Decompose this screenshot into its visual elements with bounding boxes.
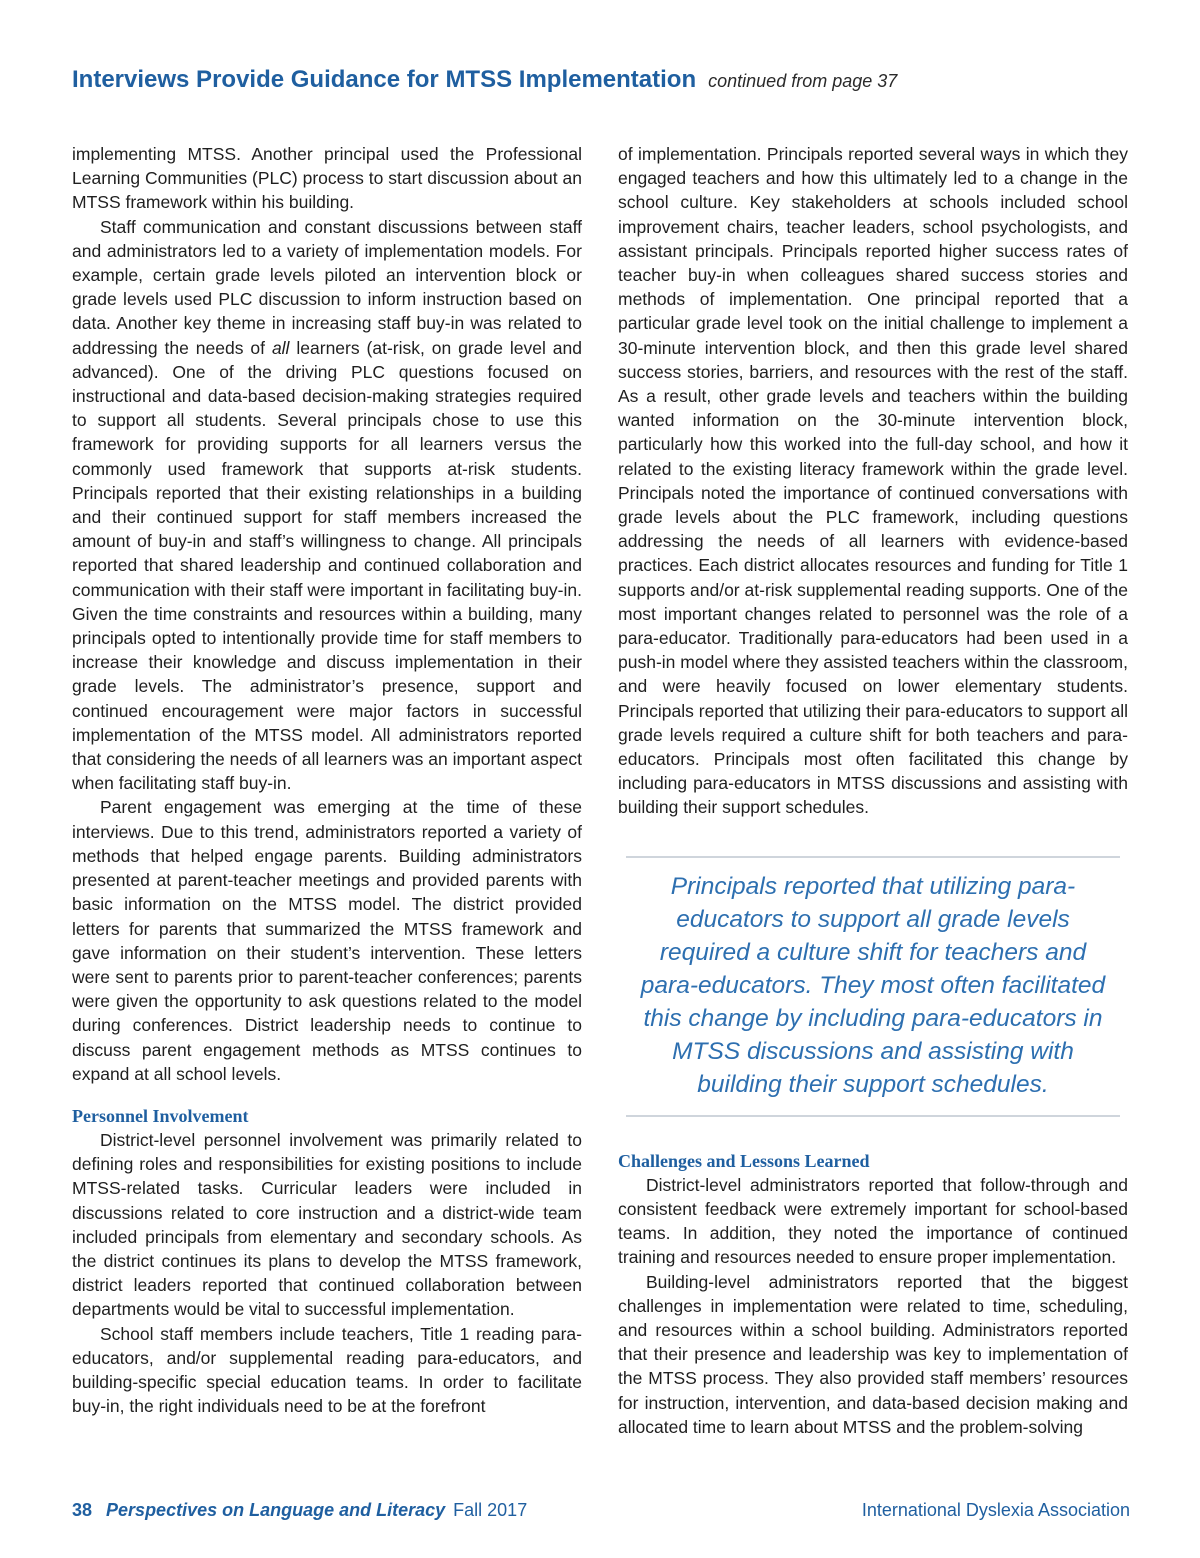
article-title: Interviews Provide Guidance for MTSS Implementation: [72, 66, 697, 93]
left-column: [72, 142, 582, 1418]
text-run: Staff communication and constant discussions between staff and administrators led to a variety of implementation models. For example, certain grade levels piloted an intervention block or grade levels used PLC discussion to inform instruction based on data. Another key theme in increasing staff buy-in was related to addressing the needs of: [72, 216, 582, 358]
body-paragraph: School staff members include teachers, Title 1 reading para-educators, and/or supplemental reading para-educators, and building-specific special education teams. In order to facilitate buy-in, the right individuals need to be at the forefront: [72, 1323, 582, 1417]
body-paragraph: District-level personnel involvement was primarily related to defining roles and responsibilities for existing positions to include MTSS-related tasks. Curricular leaders were included in discussions related to core instruction and a district-wide team included principals from elementary and secondary schools. As the district continues its plans to develop the MTSS framework, district leaders reported that continued collaboration between departments would be vital to successful implementation.: [72, 1129, 582, 1320]
page-number: 38: [72, 1500, 93, 1520]
text-run: learners (at-risk, on grade level and advanced). One of the driving PLC questions focused on instructional and data-based decision-making strategies required to support all students. Several principals chose to use this framework for providing supports for all learners versus the commonly used framework that supports at-risk students. Principals reported that their existing relationships in a building and their continued support for staff members increased the amount of buy-in and staff’s willingness to change. All principals reported that shared leadership and continued collaboration and communication with their staff were important in facilitating buy-in. Given the time constraints and resources within a building, many principals opted to intentionally provide time for staff members to increase their knowledge and discuss implementation in their grade levels. The administrator’s presence, support and continued encouragement were major factors in successful implementation of the MTSS model. All administrators reported that considering the needs of all learners was an important aspect when facilitating staff buy-in.: [72, 337, 582, 794]
journal-name: Perspectives on Language and Literacy: [106, 1500, 446, 1520]
section-heading-challenges: Challenges and Lessons Learned: [618, 1150, 870, 1171]
body-paragraph: Parent engagement was emerging at the time of these interviews. Due to this trend, administrators reported a variety of methods that helped engage parents. Building administrators presented at parent-teacher meetings and provided parents with basic information on the MTSS model. The district provided letters for parents that summarized the MTSS framework and gave information on their student’s intervention. These letters were sent to parents prior to parent-teacher conferences; parents were given the opportunity to ask questions related to the model during conferences. District leadership needs to continue to discuss parent engagement methods as MTSS continues to expand at all school levels.: [72, 797, 582, 1084]
pull-quote-text: Principals reported that utilizing para-educators to support all grade levels required a culture shift for teachers and para-educators. They most often facilitated this change by including para-educators in MTSS discussions and assisting with building their support schedules.: [640, 872, 1106, 1098]
body-paragraph: District-level administrators reported that follow-through and consistent feedback were extremely important for school-based teams. In addition, they noted the importance of continued training and resources needed to ensure proper implementation.: [618, 1174, 1128, 1268]
body-paragraph: Building-level administrators reported that the biggest challenges in implementation were related to time, scheduling, and resources within a school building. Administrators reported that their presence and leadership was key to implementation of the MTSS process. They also provided staff members’ resources for instruction, intervention, and data-based decision making and allocated time to learn about MTSS and the problem-solving: [618, 1271, 1128, 1437]
emphasis-text: all: [271, 337, 290, 358]
page-footer: [72, 1500, 1130, 1530]
organization-name: International Dyslexia Association: [861, 1500, 1130, 1520]
issue-label: Fall 2017: [453, 1500, 528, 1520]
continued-note: continued from page 37: [708, 71, 898, 91]
body-paragraph: [72, 215, 582, 796]
right-column: [618, 142, 1128, 1439]
section-heading-personnel: Personnel Involvement: [72, 1105, 249, 1126]
body-paragraph: implementing MTSS. Another principal used the Professional Learning Communities (PLC) process to start discussion about an MTSS framework within his building.: [72, 144, 582, 213]
page-header: [72, 66, 1132, 94]
footer-left: [72, 1500, 527, 1521]
pull-quote: [626, 856, 1120, 1117]
body-paragraph: of implementation. Principals reported several ways in which they engaged teachers and how this ultimately led to a change in the school culture. Key stakeholders at schools included school improvement chairs, teacher leaders, school psychologists, and assistant principals. Principals reported higher success rates of teacher buy-in when colleagues shared success stories and methods of implementation. One principal reported that a particular grade level took on the initial challenge to implement a 30-minute intervention block, and then this grade level shared success stories, barriers, and resources with the rest of the staff. As a result, other grade levels and teachers within the building wanted information on the 30-minute intervention block, particularly how this worked into the full-day school, and how it related to the existing literacy framework within the grade level. Principals noted the importance of continued conversations with grade levels about the PLC framework, including questions addressing the needs of all learners with evidence-based practices. Each district allocates resources and funding for Title 1 supports and/or at-risk supplemental reading supports. One of the most important changes related to personnel was the role of a para-educator. Traditionally para-educators had been used in a push-in model where they assisted teachers within the classroom, and were heavily focused on lower elementary students. Principals reported that utilizing their para-educators to support all grade levels required a culture shift for both teachers and para-educators. Principals most often facilitated this change by including para-educators in MTSS discussions and assisting with building their support schedules.: [618, 144, 1128, 818]
